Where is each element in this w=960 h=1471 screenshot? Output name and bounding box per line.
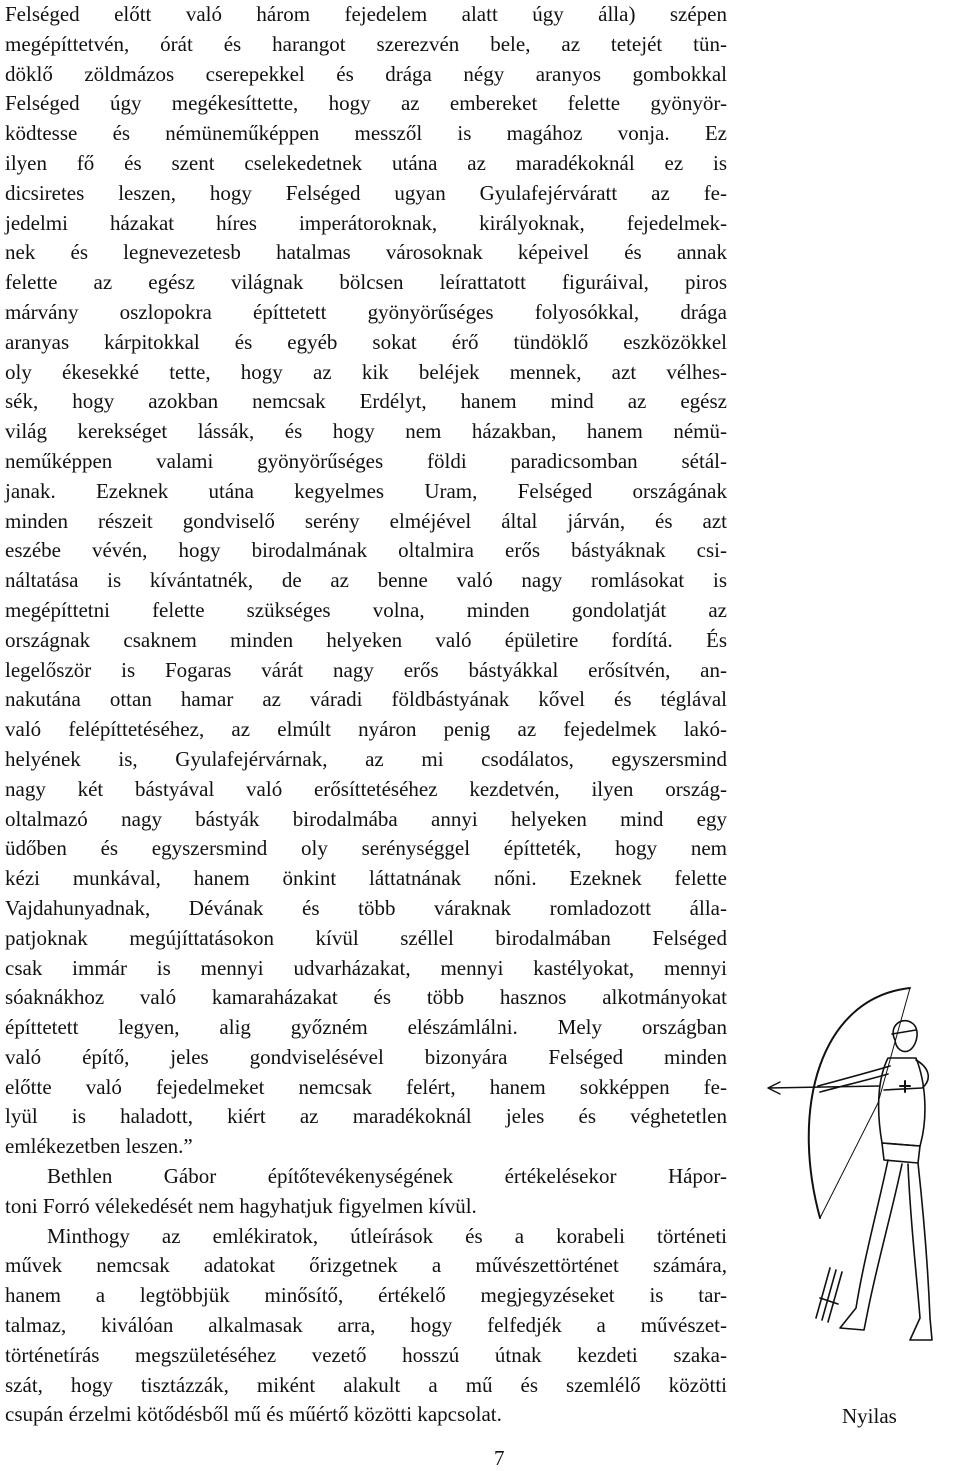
text-line: döklő zöldmázos cserepekkel és drága négy aranyos gombokkal xyxy=(5,61,727,86)
bow-drawing xyxy=(809,988,910,1218)
text-line: Minthogy az emlékiratok, útleírások és a korabeli történeti xyxy=(47,1223,727,1248)
text-line: janak. Ezeknek utána kegyelmes Uram, Felséged országának xyxy=(5,478,727,503)
text-line: megépíttetvén, órát és harangot szerezvén bele, az tetejét tün- xyxy=(5,31,727,56)
text-line: márvány oszlopokra építtetett gyönyörűséges folyosókkal, drága xyxy=(5,299,727,324)
text-line: legelőször is Fogaras várát nagy erős bástyákkal erősítvén, an- xyxy=(5,657,727,682)
text-line: Felséged úgy megékesíttette, hogy az embereket felette gyönyör- xyxy=(5,91,727,116)
text-line: építtetett legyen, alig győzném elészámlálni. Mely országban xyxy=(5,1015,727,1040)
archer-leg-left-drawing xyxy=(840,1160,902,1330)
text-line: Felséged előtt való három fejedelem alatt úgy álla) szépen xyxy=(5,2,727,26)
text-line: előtte való fejedelmeket nemcsak felért, hanem sokképpen fe- xyxy=(5,1074,727,1099)
text-line: toni Forró vélekedését nem hagyhatjuk figyelmen kívül. xyxy=(5,1193,477,1218)
text-line: nek és legnevezetesb hatalmas városoknak képeivel és annak xyxy=(5,240,727,265)
bowstring-drawing xyxy=(820,988,910,1218)
text-line: országnak csaknem minden helyeken való épületire fordítá. És xyxy=(5,627,727,652)
text-line: oltalmazó nagy bástyák birodalmába annyi helyeken mind egy xyxy=(5,806,727,831)
archer-leg-right-drawing xyxy=(908,1163,932,1340)
text-line: nagy két bástyával való erősíttetéséhez kezdetvén, ilyen ország- xyxy=(5,776,727,801)
text-line: nakutána ottan hamar az váradi földbástyának kővel és téglával xyxy=(5,687,727,712)
text-line: való felépíttetéséhez, az elmúlt nyáron penig az fejedelmek lakó- xyxy=(5,717,727,742)
text-line: neműképpen valami gyönyörűséges földi paradicsomban sétál- xyxy=(5,448,727,473)
text-line: szát, hogy tisztázzák, miként alakult a mű és szemlélő közötti xyxy=(5,1372,727,1397)
text-line: oly ékesekké tette, hogy az kik beléjek mennek, azt vélhes- xyxy=(5,359,727,384)
quiver-drawing xyxy=(816,1268,842,1322)
text-line: hanem a legtöbbjük minősítő, értékelő megjegyzéseket is tar- xyxy=(5,1283,727,1308)
text-line: dicsiretes leszen, hogy Felséged ugyan Gyulafejérváratt az fe- xyxy=(5,180,727,205)
text-line: emlékezetben leszen.” xyxy=(5,1134,193,1159)
text-line: ilyen fő és szent cselekedetnek utána az maradékoknál ez is xyxy=(5,150,727,175)
text-line: jedelmi házakat híres imperátoroknak, királyoknak, fejedelmek- xyxy=(5,210,727,235)
text-line: történetírás megszületéséhez vezető hosszú útnak kezdeti szaka- xyxy=(5,1342,727,1367)
text-line: minden részeit gondviselő serény elméjével által járván, és azt xyxy=(5,508,727,533)
archer-torso-drawing xyxy=(879,1058,925,1146)
text-line: lyül is haladott, kiért az maradékoknál jeles és véghetetlen xyxy=(5,1104,727,1129)
page-number: 7 xyxy=(494,1446,505,1470)
text-line: aranyas kárpitokkal és egyéb sokat érő tündöklő eszközökkel xyxy=(5,329,727,354)
body-text xyxy=(5,0,727,1430)
text-line: csak immár is mennyi udvarházakat, mennyi kastélyokat, mennyi xyxy=(5,955,727,980)
text-line: megépíttetni felette szükséges volna, minden gondolatját az xyxy=(5,597,727,622)
text-line: művek nemcsak adatokat őrizgetnek a művészettörténet számára, xyxy=(5,1253,727,1278)
text-line: való építő, jeles gondviselésével bizonyára Felséged minden xyxy=(5,1044,727,1069)
text-line: Bethlen Gábor építőtevékenységének értékelésekor Hápor- xyxy=(47,1164,727,1189)
text-line: sék, hogy azokban nemcsak Erdélyt, hanem mind az egész xyxy=(5,389,727,414)
text-line: Vajdahunyadnak, Dévának és több váraknak romladozott álla- xyxy=(5,895,727,920)
text-line: ködtesse és némüneműképpen messzől is magához vonja. Ez xyxy=(5,121,727,146)
archer-illustration xyxy=(760,968,940,1388)
text-line: csupán érzelmi kötődésből mű és műértő közötti kapcsolat. xyxy=(5,1402,502,1427)
text-line: helyének is, Gyulafejérvárnak, az mi csodálatos, egyszersmind xyxy=(5,746,727,771)
text-line: sóaknákhoz való kamaraházakat és több hasznos alkotmányokat xyxy=(5,985,727,1010)
text-line: náltatása is kívántatnék, de az benne való nagy romlásokat is xyxy=(5,568,727,593)
text-line: üdőben és egyszersmind oly serénységgel építteték, hogy nem xyxy=(5,836,727,861)
text-line: talmaz, kiválóan alkalmasak arra, hogy felfedjék a művészet- xyxy=(5,1313,727,1338)
text-line: felette az egész világnak bölcsen leírattatott figuráival, piros xyxy=(5,270,727,295)
text-line: eszébe vévén, hogy birodalmának oltalmira erős bástyáknak csi- xyxy=(5,538,727,563)
figure-caption: Nyilas xyxy=(842,1404,897,1428)
text-line: kézi munkával, hanem önkint láttatnának nőni. Ezeknek felette xyxy=(5,866,727,891)
text-line: világ kerekséget lássák, és hogy nem házakban, hanem némü- xyxy=(5,419,727,444)
text-line: patjoknak megújíttatásokon kívül széllel birodalmában Felséged xyxy=(5,925,727,950)
